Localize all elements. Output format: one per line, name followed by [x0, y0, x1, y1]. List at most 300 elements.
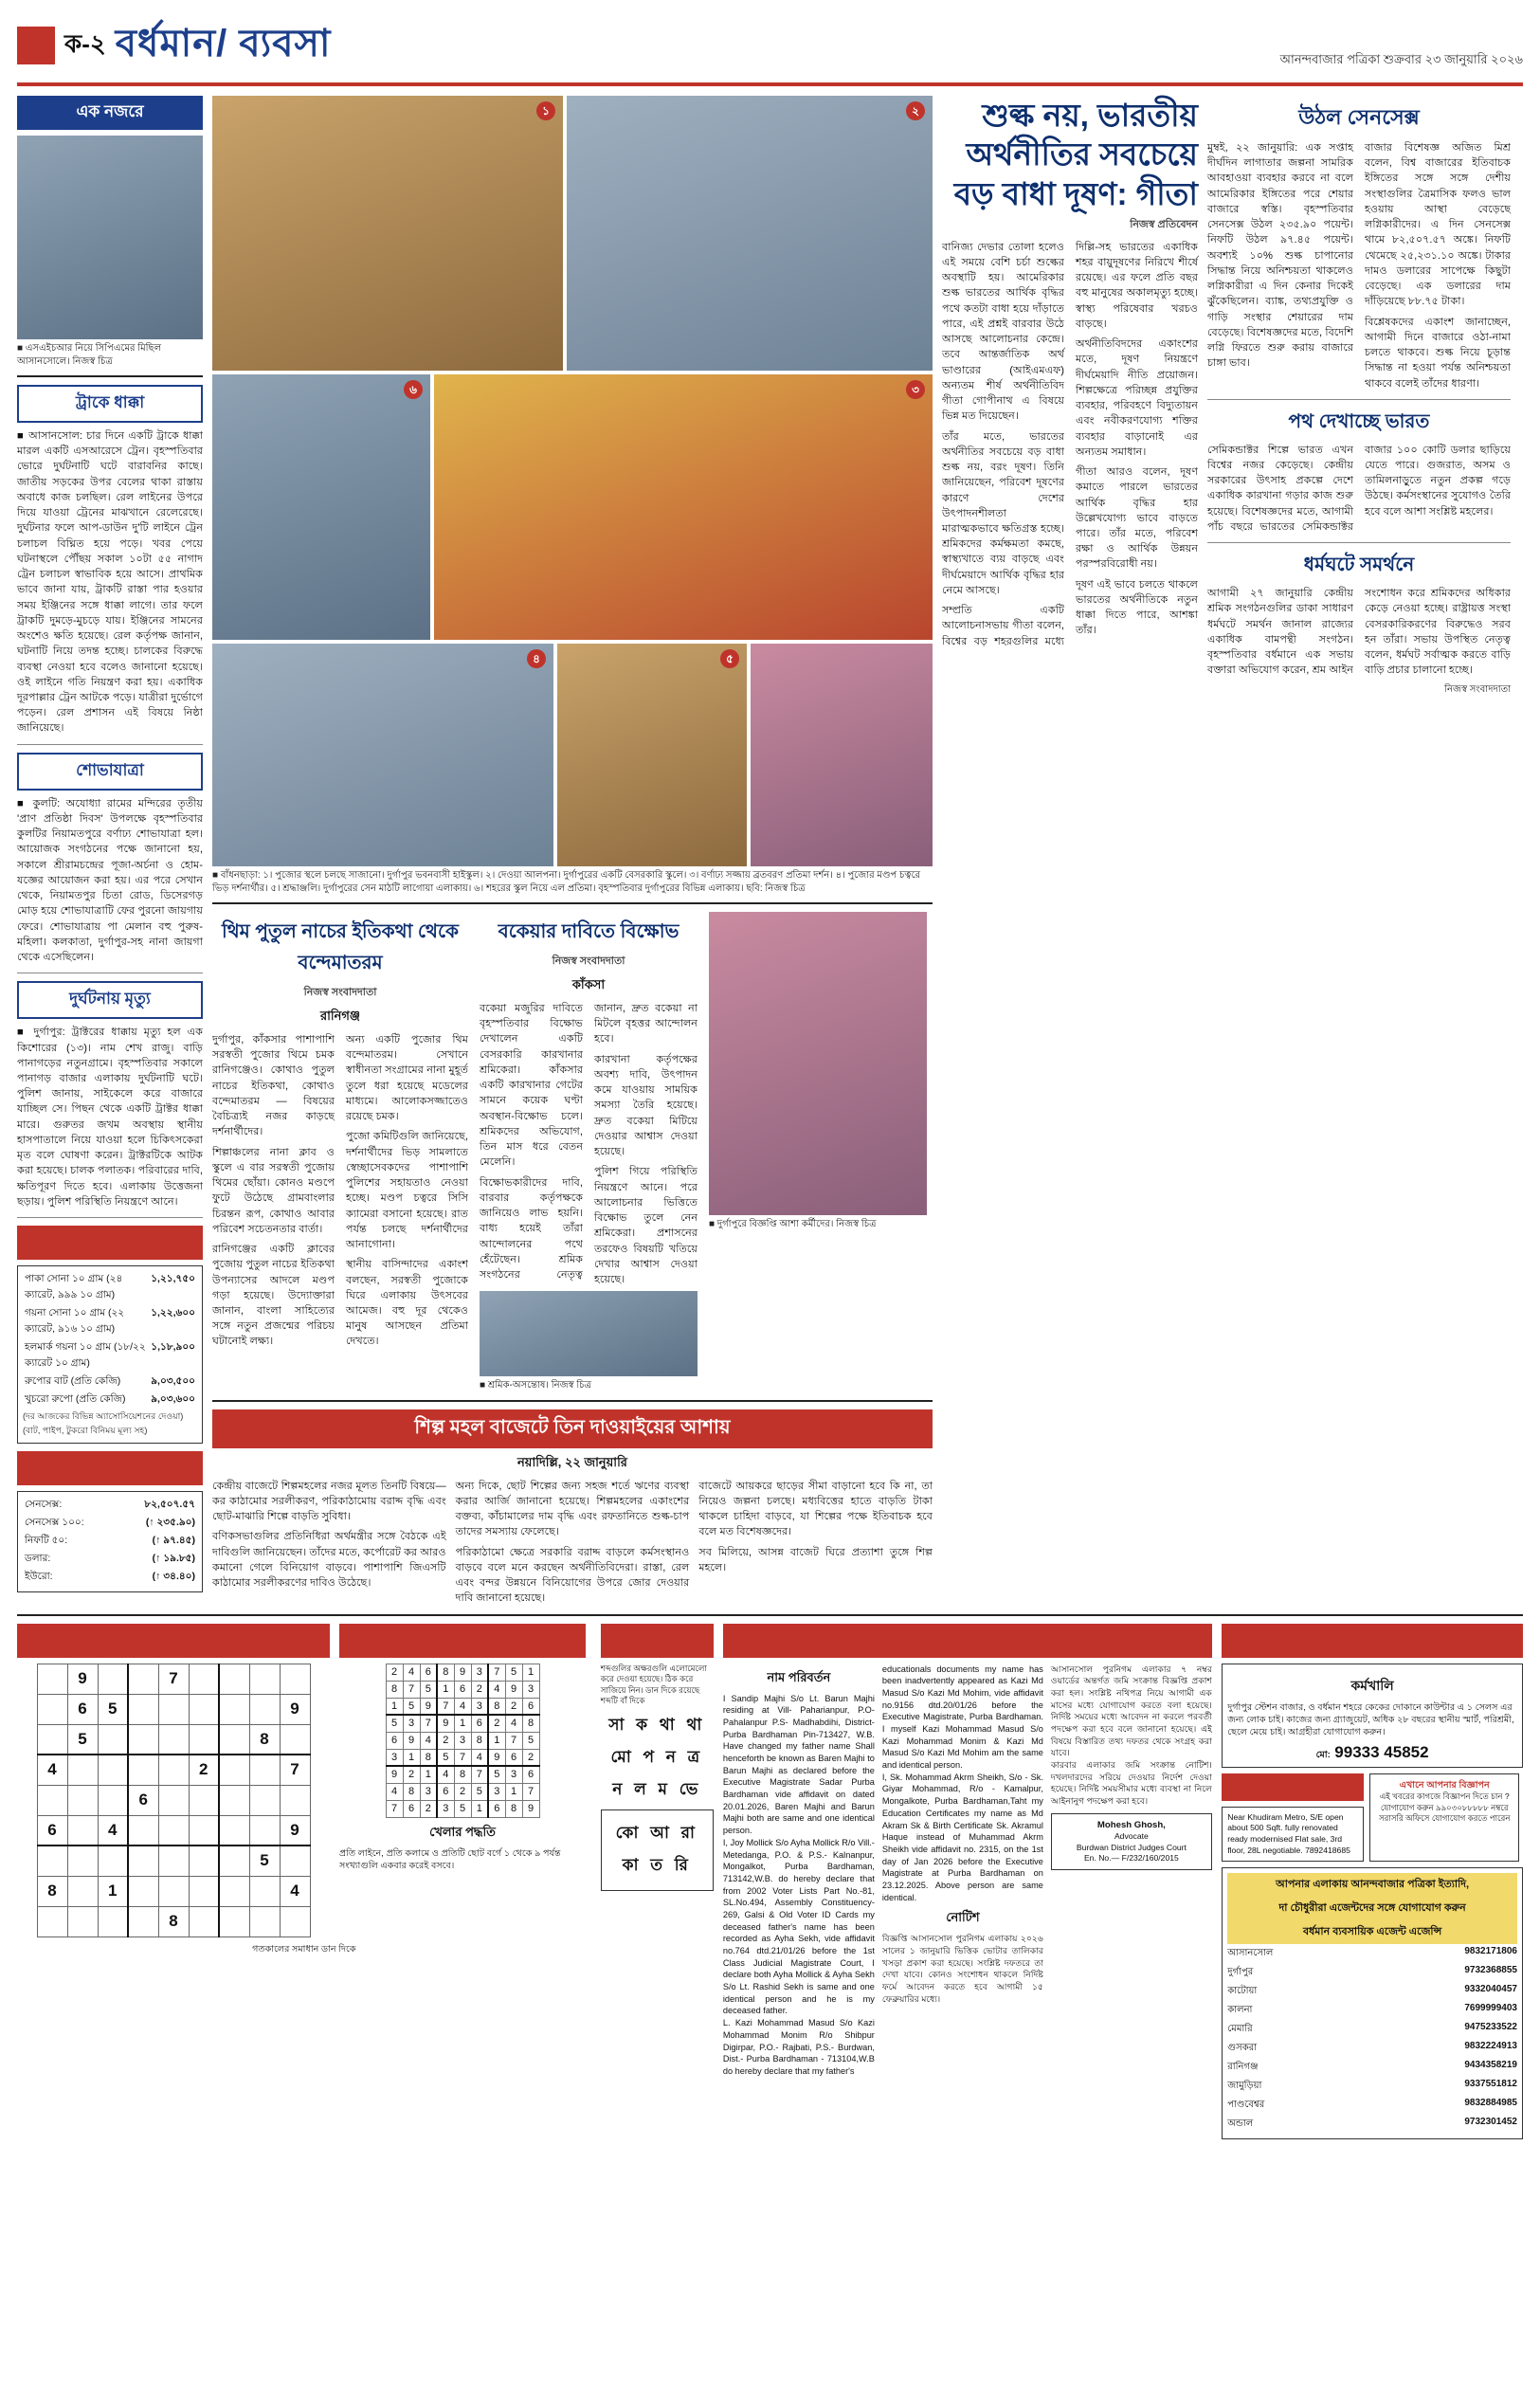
sudoku-cell[interactable]: 4 [280, 1876, 310, 1906]
sudoku-cell[interactable] [219, 1906, 249, 1937]
advocate-name: Mohesh Ghosh, [1096, 1819, 1166, 1830]
solution-cell: 4 [505, 1715, 522, 1732]
paragraph: তাঁর মতে, ভারতের অর্থনীতির সবচেয়ে বড় বাধা শুল্ক নয়, বরং দূষণ। তিনি জানিয়েছেন, পরিবেশ দূষণের কারণে দেশের উৎপাদনশীলতা মারাত্মকভাবে ক্ষতিগ্রস্ত হচ্ছে। শ্রমিকদের কর্মক্ষমতা কমছে, স্বাস্থ্যখাতে ব্যয় বাড়ছে এবং দীর্ঘমেয়াদে আর্থিক বৃদ্ধির হার নেমে আসছে। [942, 430, 1064, 596]
section-head-share-index: শেয়ার সূচক [17, 1451, 203, 1485]
solution-cell: 9 [505, 1681, 522, 1698]
sudoku-cell[interactable] [158, 1724, 189, 1755]
sudoku-cell[interactable]: 8 [249, 1724, 280, 1755]
masthead [17, 13, 1523, 86]
sudoku-cell[interactable]: 9 [280, 1815, 310, 1846]
solution-row [386, 1800, 539, 1817]
rate-value: ৯,০৩,৬০০ [151, 1393, 195, 1406]
index-value: (↑ ১৯.৮৫) [152, 1553, 195, 1565]
theme-body [212, 1032, 468, 1355]
solution-cell: 9 [522, 1800, 539, 1817]
sudoku-row [37, 1755, 310, 1785]
paragraph: বণিকসভাগুলির প্রতিনিধিরা অর্থমন্ত্রীর সঙ্গে বৈঠকে এই দাবিগুলি জানিয়েছেন। তাঁদের মতে, কর্পোরেট কর আরও কমানো গেলে বিনিয়োগ বাড়বে। পাশাপাশি জিএসটি কাঠামোর সরলীকরণের দাবিও উঠেছে। [212, 1531, 446, 1590]
sudoku-cell[interactable] [219, 1664, 249, 1694]
directory-area: আসানসোল [1227, 1947, 1274, 1958]
solution-cell: 1 [403, 1749, 420, 1766]
sudoku-cell[interactable] [280, 1846, 310, 1876]
sudoku-cell[interactable] [98, 1724, 128, 1755]
solution-head: সমাধান ২৭৬৩ [339, 1624, 586, 1658]
truck-article-body: ■ আসানসোল: চার দিনে একটি ট্রাকে ধাক্কা মারল একটি এসআরেসে ট্রেন। বৃহস্পতিবার ভোরে দুর্ঘটনাটি ঘটে বারাবনির কাছে। জাতীয় সড়কের উপর বেলের থাকা রাস্তায় অবাধে কাজ চলছিল। রেল লাইনের উপরে দিয়ে যাওয়া ট্রেনের মাঝখানে রেলেরেছে। দুর্ঘটনার ফলে আপ-ডাউন দু'টি লাইনে ট্রেন চলাচল বিঘ্নিত হয়ে পড়ে। খবর পেয়ে ঘটনাস্থলে পৌঁছয় সকাল ১০টা ৫৫ নাগাদ ট্রেন চলাচল স্বাভাবিক হয়ে আসে। প্রাথমিক ভাবে জানা যায়, ট্রাকটি রাস্তা পার হওয়ার সময় ইঞ্জিনের সঙ্গে ধাক্কা লাগে। তার ফলে ট্রাকটি দুমড়ে-মুচড়ে যায়। ইঞ্জিনের সামনের অংশেও ক্ষতি হয়েছে। রেল কর্তৃপক্ষ জানান, ঘটনাটি নিয়ে তদন্ত হচ্ছে। চালকের বিরুদ্ধে ব্যবস্থা নেওয়া হবে বলেও জানানো হয়েছে। ওই লাইনে গতি নিয়ন্ত্রণ করা হয়। একাধিক দূরপাল্লার ট্রেন আটকে পড়ে। যাত্রীরা দুর্ভোগে পড়েন। রেল প্রশাসন এই বিষয়ে নিষ্ঠা জানিয়েছে। [17, 430, 203, 735]
solution-cell: 6 [522, 1766, 539, 1783]
table-row [23, 1339, 197, 1373]
directory-area: অন্ডাল [1227, 2118, 1254, 2129]
rate-label: হলমার্ক গয়না ১০ গ্রাম (১৮/২২ ক্যারেট ১০ গ্রাম) [25, 1341, 146, 1370]
photo-number-badge: ১ [536, 101, 555, 120]
paragraph: রানিগঞ্জের একটি ক্লাবের পুজোয় পুতুল নাচের ইতিকথা উপন্যাসের আদলে মণ্ডপ গড়া হয়েছে। উদ্যোক্তারা জানান, বাংলা সাহিত্যের সঙ্গে নতুন প্রজন্মের পরিচয় ঘটানোই লক্ষ্য। [212, 1244, 335, 1348]
sudoku-cell[interactable]: 7 [158, 1664, 189, 1694]
sensex-body [1207, 140, 1511, 391]
solution-cell: 3 [471, 1664, 488, 1681]
index-value: (↑ ৯৭.৪৫) [152, 1535, 195, 1547]
sudoku-cell[interactable]: 9 [280, 1694, 310, 1724]
paragraph: পুলিশ গিয়ে পরিস্থিতি নিয়ন্ত্রণে আনে। পরে আলোচনার ভিত্তিতে বিক্ষোভ তুলে নেন শ্রমিকেরা। প্রশাসনের তরফেও বিষয়টি খতিয়ে দেখার আশ্বাস দেওয়া হয়েছে। [594, 1166, 698, 1285]
solution-cell: 5 [454, 1800, 471, 1817]
theme-headline: থিম পুতুল নাচের ইতিকথা থেকে বন্দেমাতরম [221, 921, 460, 973]
solution-cell: 6 [454, 1681, 471, 1698]
solution-cell: 3 [488, 1783, 505, 1800]
sudoku-cell[interactable] [219, 1785, 249, 1815]
sudoku-row [37, 1815, 310, 1846]
collage-row-1 [212, 96, 933, 371]
sudoku-cell[interactable]: 5 [67, 1724, 98, 1755]
solution-cell: 9 [386, 1766, 403, 1783]
directory-phone[interactable]: 9732368855 [1464, 1964, 1517, 1975]
paragraph: বানিজ্য দেভার তোলা হলেও এই সময়ে বেশি চর্চা শুল্কের অবস্থাটি হয়। আমেরিকার শুল্ক ভারতের আর্থিক বৃদ্ধির পথে কতটা বাধা হয়ে দাঁড়াতে পারে, এই প্রশ্নই বারবার উঠে আসছে আলোচনার কেন্দ্রে। তবে আন্তর্জাতিক অর্থ ভাণ্ডারের (আইএমএফ) অন্যতম শীর্ষ অর্থনীতিবিদ গীতা গোপীনাথ এ বিষয়ে ভিন্ন মত দিয়েছেন। [942, 241, 1064, 423]
masthead-left [17, 13, 332, 77]
index-label: ইউরো: [25, 1571, 53, 1583]
sudoku-cell[interactable] [280, 1906, 310, 1937]
sudoku-row [37, 1694, 310, 1724]
sudoku-cell[interactable] [158, 1785, 189, 1815]
rate-label: রুপোর বাট (প্রতি কেজি) [25, 1375, 121, 1388]
play-method-body: প্রতি লাইনে, প্রতি কলামে ও প্রতিটি ছোট বর্গে ১ থেকে ৯ পর্যন্ত সংখ্যাগুলি একবার করেই বসবে। [339, 1847, 561, 1872]
publication-line: আনন্দবাজার পত্রিকা শুক্রবার ২৩ জানুয়ারি ২০২৬ [1279, 52, 1523, 66]
directory-phone[interactable]: 9732301452 [1464, 2116, 1517, 2127]
section-head-gold-rates: সোনা ও রুপোর দর [17, 1226, 203, 1260]
paragraph: কেন্দ্রীয় বাজেটে শিল্পমহলের নজর মূলত তিনটি বিষয়ে— কর কাঠামোর সরলীকরণ, পরিকাঠামোয় বরাদ্দ বৃদ্ধি এবং ছোট-মাঝারি শিল্পে বাড়তি সুবিধা। [212, 1480, 446, 1523]
mid-stories [212, 912, 933, 1392]
sudoku-cell[interactable] [189, 1876, 219, 1906]
sudoku-cell[interactable] [158, 1815, 189, 1846]
sudoku-cell[interactable] [189, 1785, 219, 1815]
photo-number-badge: ২ [906, 101, 925, 120]
ad-body: এই খবরের কাগজে বিজ্ঞাপন দিতে চান ? যোগাযোগ করুন ৯৯০৩০৮৮৮৮৮ নম্বরে সরাসরি অফিসে যোগাযোগ করতে পারেন [1378, 1791, 1511, 1824]
jobs-head: চাকরি [1222, 1624, 1523, 1658]
solution-cell: 3 [522, 1681, 539, 1698]
rate-value: ১,১৮,৯০০ [151, 1341, 195, 1354]
solution-cell: 6 [505, 1749, 522, 1766]
sudoku-cell[interactable]: 4 [37, 1755, 67, 1785]
sudoku-cell[interactable] [128, 1815, 158, 1846]
collage-photo-6 [212, 374, 430, 640]
directory-row [1227, 2039, 1517, 2058]
table-row [23, 1271, 197, 1305]
solution-cell: 3 [420, 1783, 437, 1800]
sudoku-cell[interactable] [158, 1694, 189, 1724]
anagram-answer-box [601, 1809, 714, 1891]
sudoku-cell[interactable] [249, 1664, 280, 1694]
job-body: দুর্গাপুর স্টেশন বাজার, ও বর্ধমান শহরে কেকের দোকানে কাউন্টার এ ১ সেলস এর জন্য লোক চাই। কাজের জন্য গ্র্যাজুয়েট, অধিক ২৮ বছরের স্থানীয় স্মার্ট, পরিশ্রমী, ছেলে মেয়ে চাই। আগ্রহীরা যোগাযোগ করুন। [1227, 1701, 1514, 1738]
rate-label: গয়না সোনা ১০ গ্রাম (২২ ক্যারেট, ৯১৬ ১০ গ্রাম) [25, 1307, 125, 1336]
rate-label: খুচরো রুপো (প্রতি কেজি) [25, 1393, 126, 1406]
sudoku-cell[interactable] [98, 1846, 128, 1876]
notice-head: নোটিশ [946, 1910, 980, 1925]
sudoku-cell[interactable] [128, 1694, 158, 1724]
sudoku-cell[interactable] [249, 1906, 280, 1937]
solution-cell: 2 [386, 1664, 403, 1681]
index-label: সেনসেক্স ১০০: [25, 1517, 84, 1529]
solution-cell: 4 [437, 1766, 454, 1783]
table-row [23, 1551, 197, 1569]
sudoku-cell[interactable] [37, 1785, 67, 1815]
sudoku-cell[interactable] [280, 1724, 310, 1755]
agent-directory [1222, 1867, 1523, 2139]
sudoku-cell[interactable] [219, 1755, 249, 1785]
advocate-role: Advocate [1114, 1831, 1149, 1842]
solution-cell: 7 [420, 1715, 437, 1732]
solution-block [339, 1624, 586, 1937]
sudoku-cell[interactable] [189, 1906, 219, 1937]
solution-cell: 2 [437, 1732, 454, 1749]
classified-item: I, Joy Mollick S/o Ayha Mollick R/o Vill.- Metedanga, P.O. & P.S.- Kalnanpur, Mongalkot, Purba Bardhaman, 713142,W.B. do hereby declare that from 2002 Voter Lists Part No.-81, SL.No.494, Assembly Constituency-269, Galsi & Old Voter ID Cards my deceased father's name has been recorded as Ayha Sekh, vide affidavit no.764 dtd.21/01/26 before the 1st Class Judicial Magistrate Court, I declare both Ayha Mollick & Ayha Sekh S/o Lt. Rashid Sekh is same and one identical person and he is my deceased father. [722, 1837, 875, 2016]
paragraph: স্থানীয় বাসিন্দাদের একাংশ বলছেন, সরস্বতী পুজোকে ঘিরে এলাকায় উৎসবের আমেজ। বহু দূর থেকেও মানুষ আসছেন প্রতিমা দেখতে। [346, 1259, 468, 1348]
sudoku-cell[interactable] [67, 1815, 98, 1846]
section-head-death: দুর্ঘটনায় মৃত্যু [17, 981, 203, 1019]
gold-rate-note-2: (বাট, পাইপ, টুকরো বিনিময় মূল্য সহ) [23, 1426, 148, 1436]
sudoku-cell[interactable] [128, 1846, 158, 1876]
classified-col-1 [723, 1664, 875, 2078]
solution-cell: 7 [522, 1783, 539, 1800]
sudoku-cell[interactable]: 5 [98, 1694, 128, 1724]
sudoku-cell[interactable] [249, 1815, 280, 1846]
solution-cell: 6 [420, 1664, 437, 1681]
paragraph: অর্থনীতিবিদদের একাংশের মতে, দূষণ নিয়ন্ত্রণে দীর্ঘমেয়াদি নীতি প্রয়োজন। শিল্পক্ষেত্রে পরিচ্ছন্ন প্রযুক্তির ব্যবহার, পরিবহণে বিদ্যুতায়ন এবং নবীকরণযোগ্য শক্তির ব্যবহার বাড়ানোই এর অন্যতম সমাধান। [1076, 338, 1198, 458]
classified-col-3 [1051, 1664, 1212, 2078]
directory-head-3: বর্ধমান ব্যবসায়িক এজেন্ট এজেন্সি [1227, 1920, 1517, 1944]
solution-row [386, 1681, 539, 1698]
solution-cell: 7 [488, 1664, 505, 1681]
sudoku-cell[interactable] [98, 1755, 128, 1785]
sudoku-cell[interactable] [67, 1755, 98, 1785]
directory-phone[interactable]: 9337551812 [1464, 2078, 1517, 2089]
directory-phone[interactable]: 9434358219 [1464, 2059, 1517, 2070]
paragraph: দূষণ এই ভাবে চলতে থাকলে ভারতের অর্থনীতিকে নতুন ধাক্কা দিতে পারে, আশঙ্কা তাঁর। [1076, 578, 1198, 637]
photo-number-badge: ৬ [404, 380, 423, 399]
paragraph: অন্য একটি পুজোর থিম বন্দেমাতরম। সেখানে স্বাধীনতা সংগ্রামের নানা মুহূর্ত তুলে ধরা হয়েছে মডেলের মাধ্যমে। আলোকসজ্জাতেও রয়েছে চমক। [346, 1034, 468, 1123]
puzzle-footer-note: গতকালের সমাধান ডান দিকে [252, 1943, 356, 1955]
solution-cell: 2 [420, 1800, 437, 1817]
solution-cell: 2 [403, 1766, 420, 1783]
solution-cell: 1 [488, 1732, 505, 1749]
directory-area: দুর্গাপুর [1227, 1966, 1254, 1977]
solution-cell: 1 [454, 1715, 471, 1732]
collage-photo-1 [212, 96, 563, 371]
solution-cell: 2 [471, 1681, 488, 1698]
solution-cell: 7 [403, 1681, 420, 1698]
share-index-table [23, 1497, 197, 1587]
solution-cell: 8 [386, 1681, 403, 1698]
solution-cell: 5 [420, 1681, 437, 1698]
solution-cell: 4 [488, 1681, 505, 1698]
rate-value: ১,২১,৭৫০ [151, 1273, 195, 1285]
index-label: সেনসেক্স: [25, 1499, 63, 1511]
sudoku-cell[interactable] [37, 1724, 67, 1755]
sudoku-cell[interactable]: 1 [98, 1876, 128, 1906]
sudoku-cell[interactable] [98, 1906, 128, 1937]
directory-phone[interactable]: 9832171806 [1464, 1945, 1517, 1956]
solution-grid [386, 1664, 540, 1818]
anagram-line-2: মো প ন ত্র [610, 1747, 704, 1766]
sudoku-cell[interactable] [189, 1846, 219, 1876]
sudoku-cell[interactable] [37, 1906, 67, 1937]
theme-place: রানিগঞ্জ [319, 1009, 361, 1023]
sudoku-cell[interactable] [37, 1664, 67, 1694]
classified-block [723, 1624, 1212, 2140]
sudoku-cell[interactable] [37, 1694, 67, 1724]
sudoku-cell[interactable] [128, 1906, 158, 1937]
lead-headline: শুল্ক নয়, ভারতীয় অর্থনীতির সবচেয়ে বড় বাধা দূষণ: গীতা [953, 98, 1198, 211]
demo-byline: নিজস্ব সংবাদদাতা [552, 955, 625, 967]
directory-phone[interactable]: 7699999403 [1464, 2002, 1517, 2013]
sudoku-cell[interactable] [128, 1876, 158, 1906]
budget-body [212, 1479, 933, 1607]
india-body [1207, 443, 1511, 535]
solution-cell: 3 [454, 1732, 471, 1749]
sudoku-cell[interactable] [67, 1906, 98, 1937]
property-body: Near Khudiram Metro, S/E open about 500 Sqft. fully renovated ready modernised Flat sale, 3rd floor, 28L negotiable. 7892418685 [1222, 1807, 1364, 1862]
property-ad[interactable] [1222, 1773, 1364, 1862]
sudoku-cell[interactable] [280, 1785, 310, 1815]
sudoku-cell[interactable] [219, 1694, 249, 1724]
column-center [212, 96, 933, 1607]
theme-story [212, 912, 468, 1392]
advocate-card [1051, 1813, 1212, 1870]
sudoku-grid[interactable] [37, 1664, 311, 1937]
sudoku-cell[interactable] [98, 1785, 128, 1815]
solution-cell: 5 [522, 1732, 539, 1749]
solution-cell: 1 [505, 1783, 522, 1800]
gold-rate-box [17, 1265, 203, 1444]
photo-number-badge: ৪ [527, 649, 546, 668]
sudoku-cell[interactable] [249, 1694, 280, 1724]
directory-row [1227, 1944, 1517, 1963]
classified-item: I, Sk. Mohammad Akrm Sheikh, S/o - Sk. Giyar Mohammad, R/o - Kamalpur, Mongalkote, Purba Bardhaman,Taht my Education Certificates my name as Md Akram Sk & Birth Certificate Sk. Akramul Haque instead of Muhammad Akrm Sheikh vide affidavit no. 2315, on the 1st day of Jan 2026 before the Executive Magistrate at Purba Bardhaman on 23.12.2025. Above person are same identical. [881, 1772, 1043, 1902]
solution-cell: 7 [471, 1766, 488, 1783]
sudoku-cell[interactable] [67, 1846, 98, 1876]
sudoku-cell[interactable] [189, 1815, 219, 1846]
job-ad[interactable] [1222, 1664, 1523, 1768]
sudoku-cell[interactable]: 8 [158, 1906, 189, 1937]
lead-byline: নিজস্ব প্রতিবেদন [1130, 218, 1198, 230]
sudoku-cell[interactable] [219, 1724, 249, 1755]
directory-row [1227, 2077, 1517, 2096]
sudoku-cell[interactable]: 6 [128, 1785, 158, 1815]
glance-caption: ■ এসএইচআর নিয়ে সিপিএমের মিছিল আসানসোলে। নিজস্ব চিত্র [17, 343, 162, 367]
solution-cell: 8 [454, 1766, 471, 1783]
sudoku-cell[interactable] [128, 1664, 158, 1694]
solution-cell: 2 [454, 1783, 471, 1800]
sudoku-cell[interactable] [219, 1815, 249, 1846]
solution-cell: 4 [454, 1698, 471, 1715]
share-index-box [17, 1491, 203, 1592]
strike-headline: ধর্মঘটে সমর্থনে [1303, 555, 1415, 576]
anagram-line-3: ন ল ম ভে [612, 1779, 702, 1798]
table-row [23, 1569, 197, 1587]
sudoku-cell[interactable]: 6 [67, 1694, 98, 1724]
rate-value: ৯,০৩,৫০০ [151, 1375, 195, 1388]
collage-row-2 [212, 374, 933, 640]
sudoku-cell[interactable]: 5 [249, 1846, 280, 1876]
classified-item: I Sandip Majhi S/o Lt. Barun Majhi residing at Vill- Paharianpur, P.O- Pahalanpur P.S- Madhabdihi, District- Purba Bardhaman Pin-713427, W.B. Have changed my father name Shall henceforth be known as Baren Majhi to Barun Majhi as declared before the Executive Magistrate Sadar Purba Bardhaman vide affidavit on dated 20.01.2026, Baren Majhi and Barun Majhi both are same and one identical person. [722, 1693, 875, 1836]
sudoku-cell[interactable]: 6 [37, 1815, 67, 1846]
procession-article-body: ■ কুলটি: অযোধ্যা রামের মন্দিরের তৃতীয় 'প্রাণ প্রতিষ্ঠা দিবস' উপলক্ষে বৃহস্পতিবার কুলটির নিয়ামতপুরে বর্ণাঢ্য শোভাযাত্রা হল। আয়োজক সংগঠনের পক্ষে জানানো হয়, সকালে শ্রীরামচন্দ্রের পূজা-অর্চনা ও হোম-যজ্ঞের আয়োজন করা হয়। এর পরে সেখান থেকে, নিয়ামতপুর চিতা রোড, ডিসেরগড় মোড় হয়ে শোভাযাত্রাটি ফের পুরনো জায়গায় ফেরে। শোভাযাত্রায় পা মেলান বহু পুরুষ-মহিলা। কলকাতা, দুর্গাপুর-সহ নানা জায়গা থেকে এসেছিলেন। [17, 797, 203, 964]
gold-rate-note: (দর আজকের বিভিন্ন অ্যাসোসিয়েশনের দেওয়া) [23, 1411, 184, 1422]
solution-cell: 8 [437, 1664, 454, 1681]
paragraph: বাজার বিশেষজ্ঞ অজিত মিশ্র বলেন, বিশ্ব বাজারের ইতিবাচক ইঙ্গিতের সঙ্গে সঙ্গে দেশীয় সংস্থাগুলির ত্রৈমাসিক ফলও ভাল হওয়ায় আস্থা বেড়েছে লগ্নিকারীদের। এ দিন সেনসেক্স থামে ৮২,৫০৭.৫৭ অঙ্কে। নিফটি থেমেছে ২৫,২৩১.১০ অঙ্কে। টাকার দামও ডলারের সাপেক্ষে কিছুটা বেড়েছে। এক ডলারের দাম দাঁড়িয়েছে ৮৮.৭৫ টাকা। [1365, 142, 1511, 308]
table-row [23, 1515, 197, 1533]
solution-cell: 8 [522, 1715, 539, 1732]
solution-cell: 6 [471, 1715, 488, 1732]
sudoku-cell[interactable] [67, 1785, 98, 1815]
classified-item: আসানসোল পুরনিগম এলাকার ৭ নম্বর ওয়ার্ডের অন্তর্গত জমি সংক্রান্ত বিজ্ঞপ্তি প্রকাশ করা হল। সংশ্লিষ্ট নথিপত্র নিয়ে আগামী এক মাসের মধ্যে যোগাযোগ করতে বলা হয়েছে। নির্দিষ্ট সময়ের মধ্যে আবেদন না করলে পরবর্তী পদক্ষেপ করা হবে বলে জানানো হয়েছে। এই বিষয়ে বিস্তারিত তথ্য দফতর থেকে সংগ্রহ করা যাবে। [1050, 1664, 1212, 1758]
sudoku-cell[interactable] [249, 1755, 280, 1785]
solution-cell: 5 [488, 1766, 505, 1783]
ityadi-head: ইত্যাদি [723, 1624, 1212, 1658]
directory-phone[interactable]: 9832224913 [1464, 2040, 1517, 2051]
photo-number-badge: ৩ [906, 380, 925, 399]
index-value: ৮২,৫০৭.৫৭ [144, 1499, 195, 1511]
page-title: বর্ধমান/ ব্যবসা [115, 23, 332, 64]
sudoku-cell[interactable] [37, 1846, 67, 1876]
paragraph: পরিকাঠামো ক্ষেত্রে সরকারি বরাদ্দ বাড়লে কর্মসংস্থানও বাড়বে বলে মনে করছেন অর্থনীতিবিদেরা। রাস্তা, রেল এবং বন্দর উন্নয়নে বিনিয়োগের উপরে জোর দেওয়ার দাবি জানানো হয়েছে। [455, 1546, 690, 1605]
sudoku-cell[interactable] [158, 1876, 189, 1906]
sudoku-cell[interactable]: 2 [189, 1755, 219, 1785]
solution-cell: 7 [454, 1749, 471, 1766]
solution-cell: 6 [386, 1732, 403, 1749]
budget-place: নয়াদিল্লি, ২২ জানুয়ারি [517, 1454, 627, 1469]
solution-cell: 2 [488, 1715, 505, 1732]
directory-row [1227, 1982, 1517, 2001]
sudoku-cell[interactable] [128, 1724, 158, 1755]
sudoku-row [37, 1846, 310, 1876]
directory-phone[interactable]: 9475233522 [1464, 2021, 1517, 2032]
sudoku-cell[interactable] [280, 1664, 310, 1694]
directory-phone[interactable]: 9332040457 [1464, 1983, 1517, 1994]
index-label: ডলার: [25, 1553, 51, 1565]
demo-photo [480, 1291, 698, 1376]
job-phone[interactable]: 99333 45852 [1334, 1742, 1429, 1761]
index-value: (↑ ২৩৫.৯০) [145, 1517, 195, 1529]
directory-area: কালনা [1227, 2004, 1253, 2015]
sudoku-cell[interactable]: 7 [280, 1755, 310, 1785]
classified-item: educationals documents my name has been inadvertently appeared as Kazi Md Masud S/o Kazi Md Mohim, vide affidavit no.9156 dtd.20/01/26 before the Executive Magistrate, Purba Bardhaman. I myself Kazi Mohammad Masud S/o Kazi Mohammad Monim & Kazi Md Masud S/o Kazi Md Mohim am the same and identical person. [881, 1664, 1043, 1771]
job-sub-head: কর্মখালি [1350, 1677, 1394, 1693]
table-row [23, 1305, 197, 1339]
glance-photo [17, 136, 203, 339]
lower-section [17, 1624, 1523, 2140]
solution-cell: 1 [522, 1664, 539, 1681]
sudoku-cell[interactable] [67, 1876, 98, 1906]
table-row [23, 1533, 197, 1551]
sudoku-row [37, 1724, 310, 1755]
solution-cell: 4 [386, 1783, 403, 1800]
sudoku-cell[interactable] [128, 1755, 158, 1785]
solution-cell: 1 [420, 1766, 437, 1783]
collage-caption: ■ বাঁধনছাড়া: ১। পুজোর স্থলে চলছে সাজানো। দুর্গাপুর ভবনবাসী হাইস্কুল। ২। দেওয়া আলপনা। দুর্গাপুরের একটি বেসরকারি স্কুলে। ৩। বর্ণাঢ্য সজ্জায় ব্রতবরণ প্রতিমা দর্শন। ৪। পুজোর মণ্ডপ চত্বরে ভিড় দর্শনার্থীর। ৫। শ্রদ্ধাঞ্জলি। দুর্গাপুরের সেন মাঠটি লাগোয়া এলাকায়। ৬। শহরের স্কুল নিয়ে এল প্রতিমা। বৃহস্পতিবার দুর্গাপুরের বিভিন্ন এলাকায়। ছবি: নিজস্ব চিত্র [212, 870, 921, 894]
classified-col-2 [882, 1664, 1043, 2078]
solution-cell: 4 [403, 1664, 420, 1681]
job-phone-label: মো: [1315, 1749, 1331, 1760]
solution-row [386, 1766, 539, 1783]
table-row [23, 1391, 197, 1409]
solution-row [386, 1783, 539, 1800]
solution-cell: 1 [386, 1698, 403, 1715]
anagram-answer-2: কা ত রি [622, 1855, 692, 1874]
sudoku-cell[interactable]: 9 [67, 1664, 98, 1694]
ads-block [1222, 1624, 1523, 2140]
sudoku-cell[interactable] [189, 1724, 219, 1755]
sudoku-cell[interactable]: 8 [37, 1876, 67, 1906]
solution-cell: 2 [522, 1749, 539, 1766]
sudoku-cell[interactable] [219, 1846, 249, 1876]
rate-label: পাকা সোনা ১০ গ্রাম (২৪ ক্যারেট, ৯৯৯ ১০ গ্রাম) [25, 1273, 123, 1301]
sudoku-cell[interactable] [158, 1846, 189, 1876]
directory-phone[interactable]: 9832884985 [1464, 2097, 1517, 2108]
sudoku-cell[interactable]: 4 [98, 1815, 128, 1846]
puzzle-block [17, 1624, 591, 2140]
sudoku-row [37, 1785, 310, 1815]
collage-photo-5 [557, 644, 747, 866]
solution-cell: 4 [471, 1749, 488, 1766]
directory-row [1227, 2115, 1517, 2134]
solution-row [386, 1715, 539, 1732]
solution-cell: 9 [454, 1664, 471, 1681]
sudoku-head: সুদোকু সরল ২৭৬৪ [17, 1624, 330, 1658]
sudoku-block [17, 1624, 330, 1937]
sudoku-cell[interactable] [98, 1664, 128, 1694]
sudoku-cell[interactable] [249, 1785, 280, 1815]
solution-cell: 9 [437, 1715, 454, 1732]
strike-body [1207, 586, 1511, 681]
paragraph: কারখানা কর্তৃপক্ষের অবশ্য দাবি, উৎপাদন কমে যাওয়ায় সাময়িক সমস্যা তৈরি হয়েছে। দ্রুত বকেয়া মিটিয়ে দেওয়ার আশ্বাস দেওয়া হয়েছে। [594, 1053, 698, 1158]
rate-value: ১,২২,৬০০ [151, 1307, 195, 1319]
india-headline: পথ দেখাচ্ছে ভারত [1288, 410, 1430, 432]
sudoku-cell[interactable] [189, 1664, 219, 1694]
sudoku-row [37, 1664, 310, 1694]
name-change-head: নাম পরিবর্তন [767, 1669, 831, 1684]
directory-area: মেমারি [1227, 2023, 1253, 2034]
sudoku-cell[interactable] [219, 1876, 249, 1906]
solution-cell: 3 [386, 1749, 403, 1766]
directory-area: রানিগঞ্জ [1227, 2061, 1259, 2072]
page-columns [17, 96, 1523, 1607]
directory-head-2: দা চৌধুরীরা এজেন্টদের সঙ্গে যোগাযোগ করুন [1227, 1897, 1517, 1920]
notice-body: বিজ্ঞপ্তি আসানসোল পুরনিগম এলাকায় ২০২৬ সালের ১ জানুয়ারি ভিত্তিক ভোটার তালিকার খসড়া প্রকাশ করা হয়েছে। সংশ্লিষ্ট দফতরে তা দেখা যাবে। কোনও সংশোধন থাকলে নির্দিষ্ট ফর্মে আবেদন করতে হবে আগামী ১৫ ফেব্রুয়ারির মধ্যে। [881, 1934, 1043, 2004]
selfpromo-ad[interactable] [1369, 1773, 1519, 1862]
sudoku-cell[interactable] [158, 1755, 189, 1785]
solution-cell: 6 [522, 1698, 539, 1715]
solution-cell: 2 [505, 1698, 522, 1715]
sudoku-cell[interactable] [189, 1694, 219, 1724]
sudoku-cell[interactable] [249, 1876, 280, 1906]
directory-rows [1227, 1944, 1517, 2134]
solution-cell: 8 [488, 1698, 505, 1715]
table-row [23, 1497, 197, 1515]
